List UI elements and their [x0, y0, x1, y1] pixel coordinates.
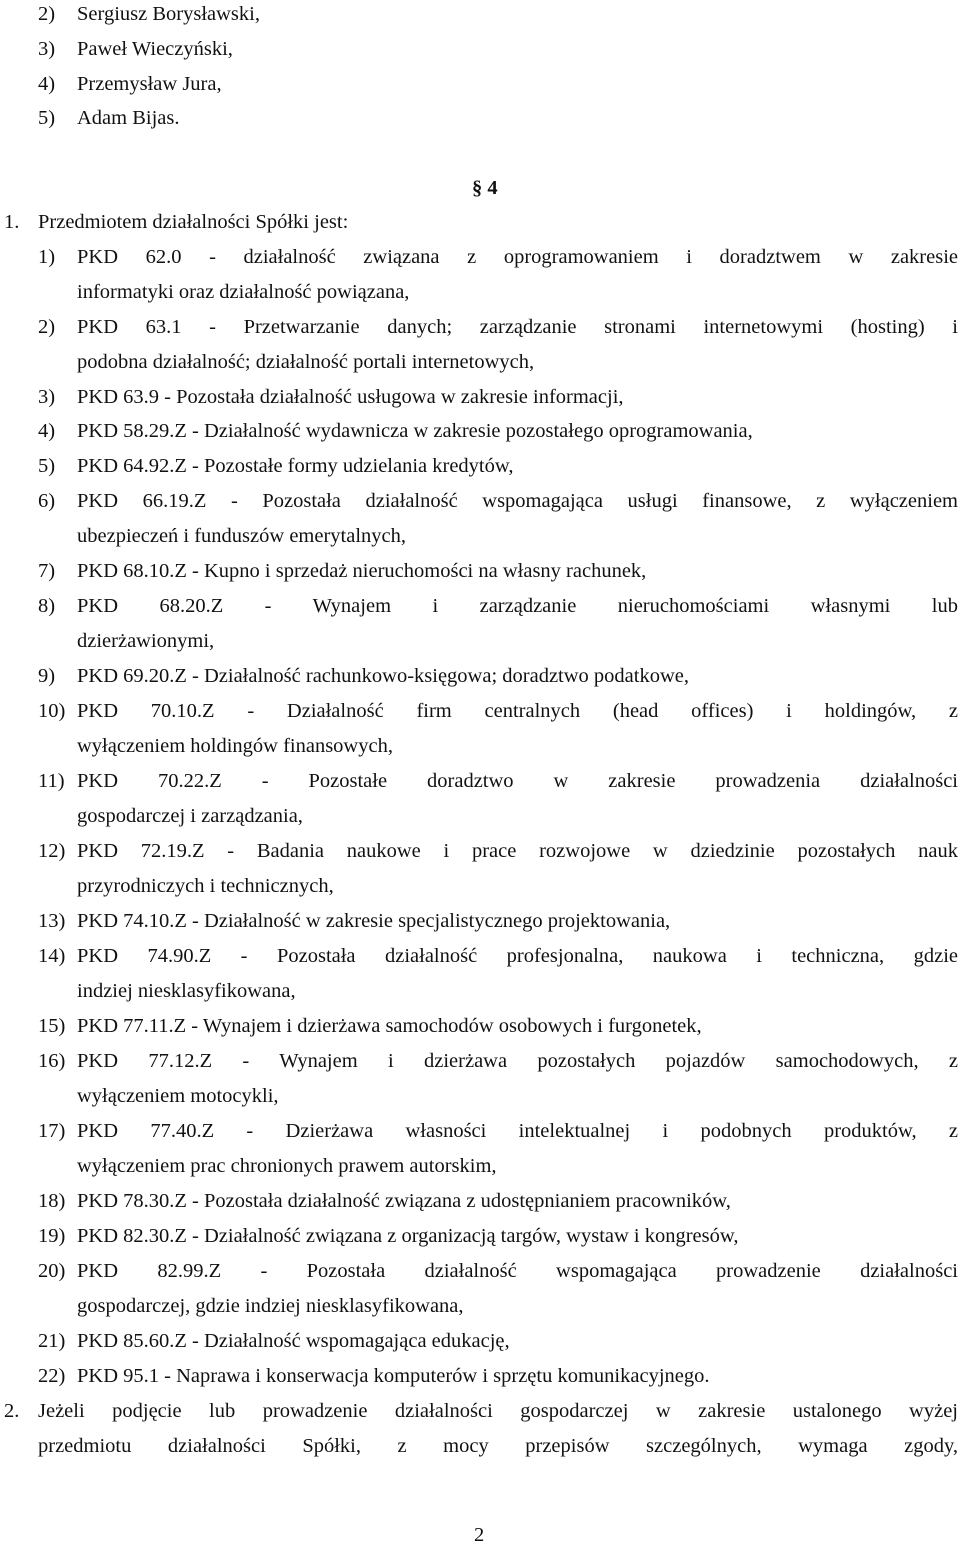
list-item-continuation: gospodarczej i zarządzania,: [77, 805, 303, 827]
list-item-continuation: indziej niesklasyfikowana,: [77, 980, 296, 1002]
list-item-continuation: wyłączeniem holdingów finansowych,: [77, 735, 393, 757]
list-item-continuation: dzierżawionymi,: [77, 630, 215, 652]
list-item-continuation: przyrodniczych i technicznych,: [77, 875, 334, 897]
list-item-continuation: ubezpieczeń i funduszów emerytalnych,: [77, 525, 407, 547]
list-item-continuation: wyłączeniem motocykli,: [77, 1085, 279, 1107]
section-heading: § 4: [472, 177, 498, 199]
list-item-continuation: podobna działalność; działalność portali internetowych,: [77, 351, 535, 373]
list-item-continuation: informatyki oraz działalność powiązana,: [77, 281, 410, 303]
page-number: 2: [474, 1524, 485, 1546]
list-item-continuation: gospodarczej, gdzie indziej niesklasyfikowana,: [77, 1295, 464, 1317]
list-item-continuation: wyłączeniem prac chronionych prawem autorskim,: [77, 1155, 497, 1177]
